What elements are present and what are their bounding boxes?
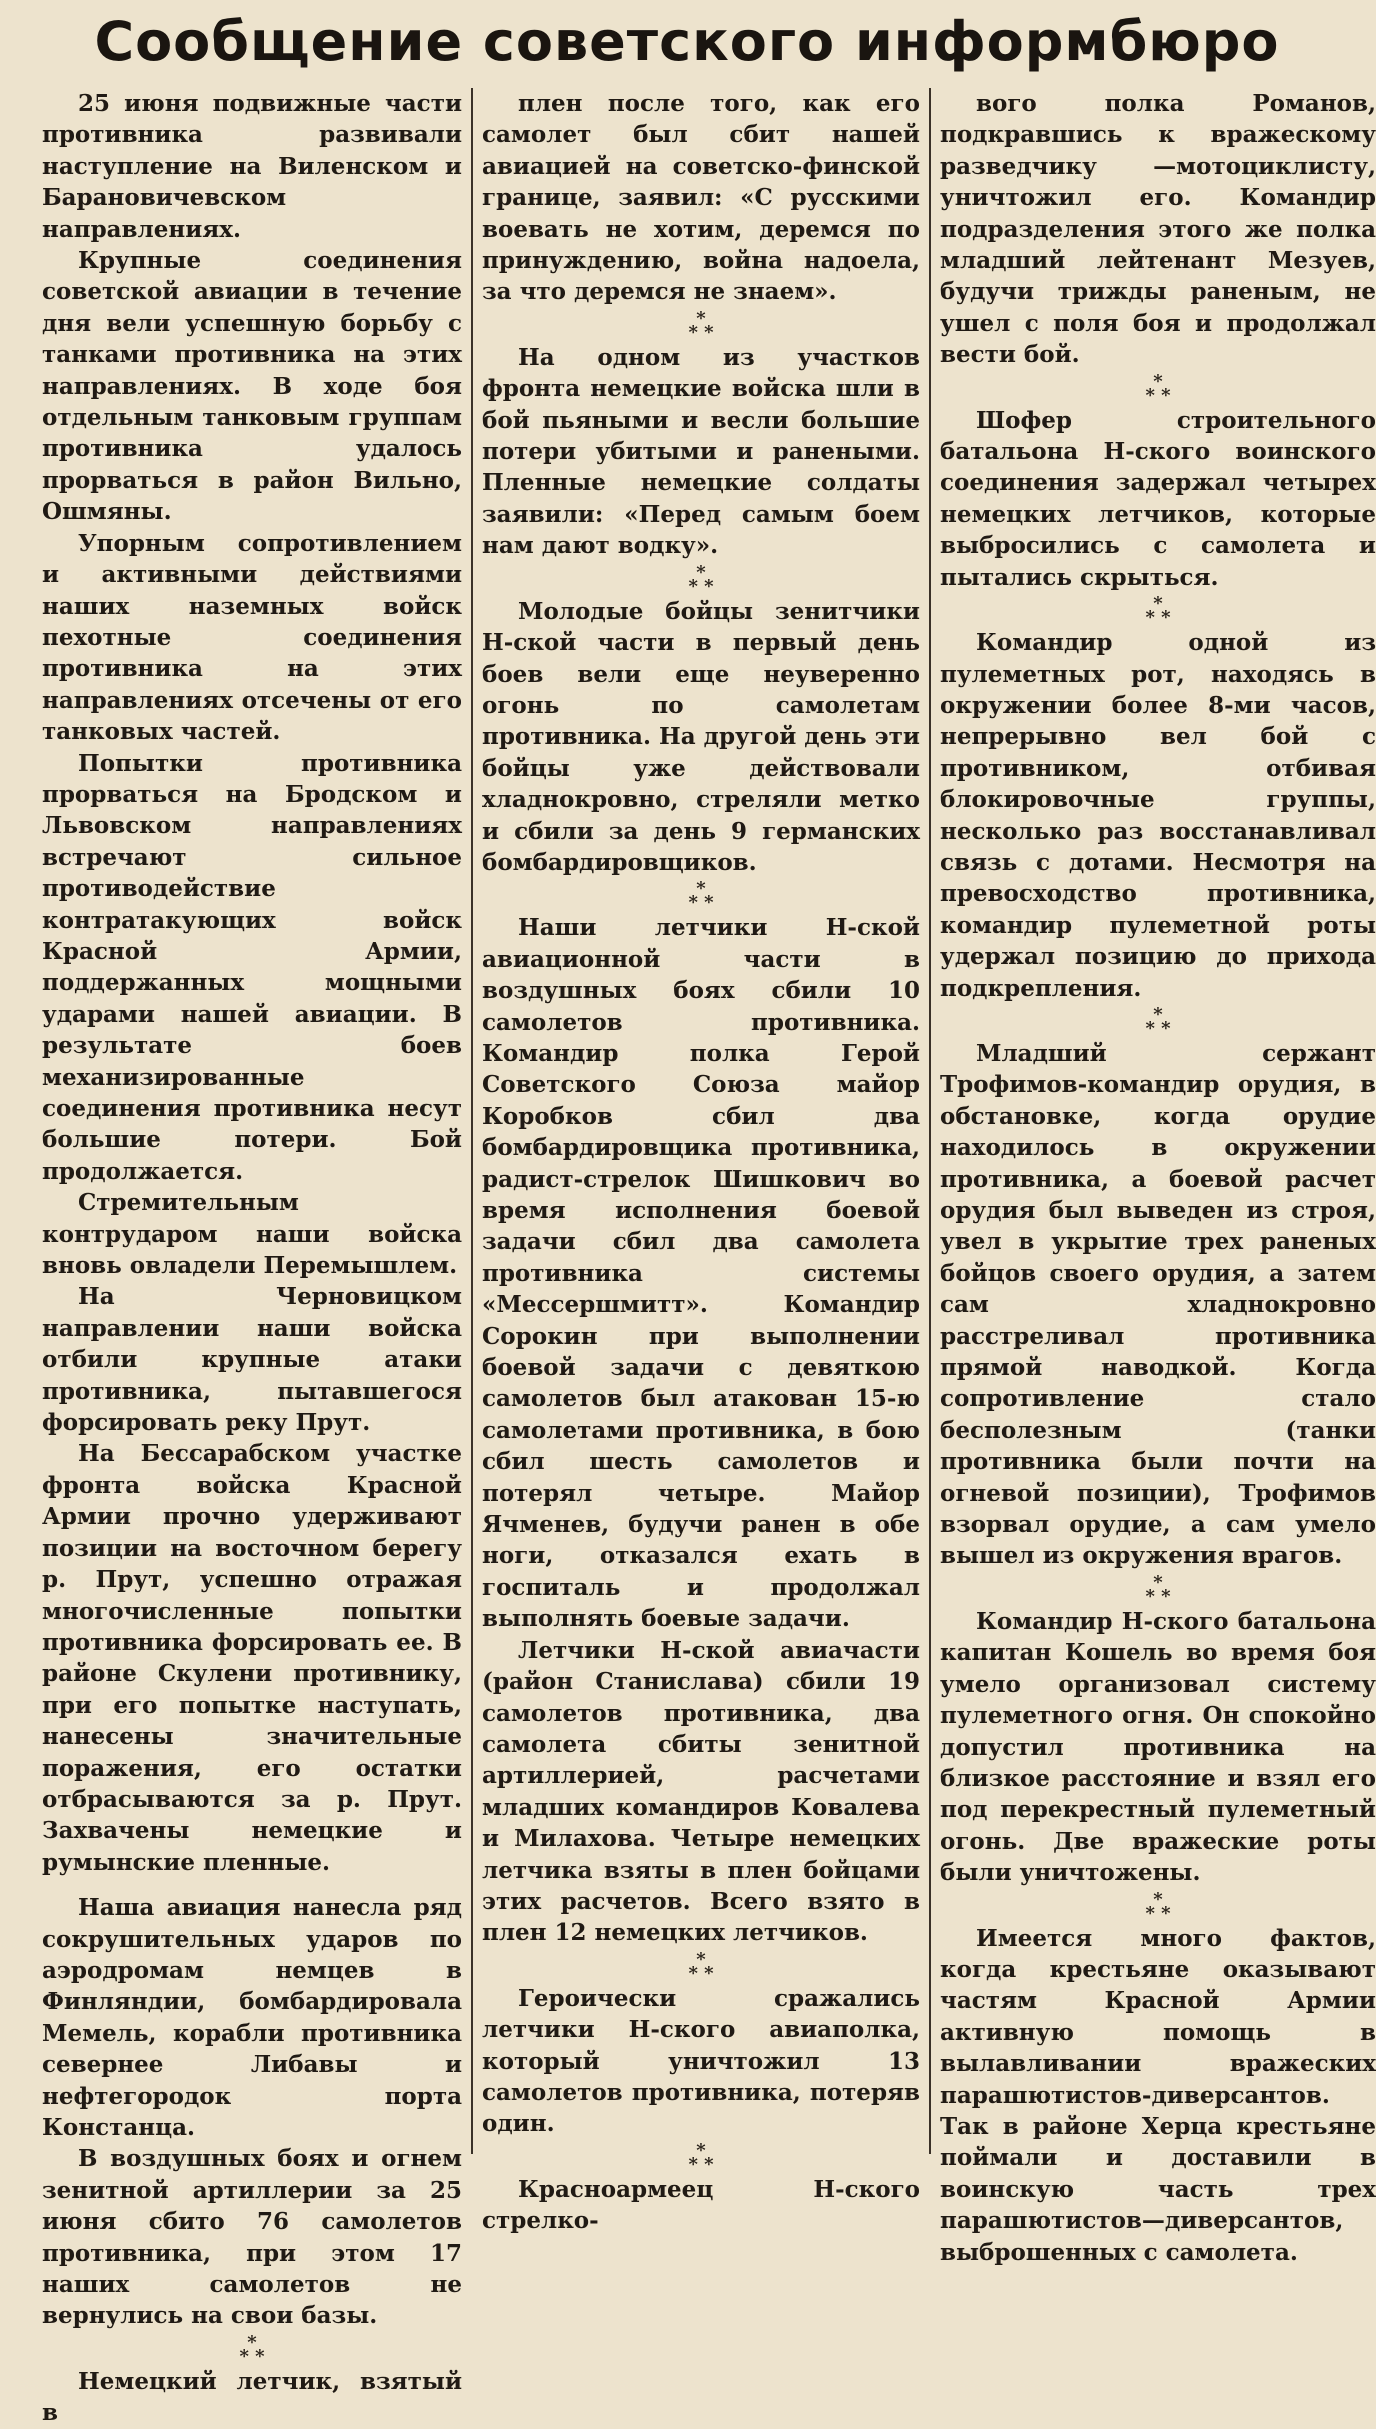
column-3 <box>940 88 1376 2266</box>
headline: Сообщение советского информбюро <box>94 10 1280 73</box>
paragraph: Летчики Н-ской авиачасти (район Станислава) сбили 19 самолетов противника, два самолета сбиты зенитной артиллерией, расчетами младших командиров Ковалева и Милахова. Четыре немецких летчика взяты в плен бойцами этих расчетов. Всего взято в плен 12 немецких летчиков. <box>482 1636 920 1947</box>
asterism-separator: * * * <box>1145 1888 1171 1924</box>
asterism-separator: * * * <box>1145 370 1171 406</box>
column-rule <box>471 88 473 2154</box>
paragraph: Крупные соединения советской авиации в течение дня вели успешную борьбу с танками противника на этих направлениях. В ходе боя отдельным танковым группам противника удалось прорваться в район Вильно, Ошмяны. <box>42 247 462 526</box>
asterism-separator: * * * <box>1145 593 1171 629</box>
asterism-separator: * * * <box>688 2139 714 2175</box>
paragraph: Имеется много фактов, когда крестьяне оказывают частям Красной Армии активную помощь в вылавливании вражеских парашютистов-диверсантов. Так в районе Херца крестьяне поймали и доставили в воинскую часть трех парашютистов—диверсантов, выброшенных с самолета. <box>940 1924 1376 2266</box>
paragraph: вого полка Романов, подкравшись к вражескому разведчику —мотоциклисту, уничтожил его. Командир подразделения этого же полка младший лейтенант Мезуев, будучи трижды раненым, не ушел с поля боя и продолжал вести бой. <box>940 90 1376 369</box>
asterism-separator: * * * <box>239 2331 265 2367</box>
paragraph: Упорным сопротивлением и активными действиями наших наземных войск пехотные соединения противника на этих направлениях отсечены от его танковых частей. <box>42 529 462 746</box>
paragraph: Стремительным контрударом наши войска вновь овладели Перемышлем. <box>42 1189 462 1280</box>
paragraph: Наши летчики Н-ской авиационной части в воздушных боях сбили 10 самолетов противника. Командир полка Герой Советского Союза майор Коробков сбил два бомбардировщика противника, радист-стрелок Шишкович во время исполнения боевой задачи сбил два самолета противника системы «Мессершмитт». Командир Сорокин при выполнении боевой задачи с девяткою самолетов был атакован 15-ю самолетами противника, в бою сбил шесть самолетов и потерял четыре. Майор Ячменев, будучи ранен в обе ноги, отказался ехать в госпиталь и продолжал выполнять боевые задачи. <box>482 914 920 1633</box>
asterism-separator: * * * <box>1145 1571 1171 1607</box>
paragraph: Командир одной из пулеметных рот, находясь в окружении более 8-ми часов, непрерывно вел бой с противником, отбивая блокировочные группы, несколько раз восстанавливал связь с дотами. Несмотря на превосходство противника, командир пулеметной роты удержал позицию до прихода подкрепления. <box>940 629 1376 1002</box>
paragraph: На Черновицком направлении наши войска отбили крупные атаки противника, пытавшегося форсировать реку Прут. <box>42 1283 462 1437</box>
asterism-separator: * * * <box>688 1948 714 1984</box>
paragraph: Молодые бойцы зенитчики Н-ской части в первый день боев вели еще неуверенно огонь по самолетам противника. На другой день эти бойцы уже действовали хладнокровно, стреляли метко и сбили за день 9 германских бомбардировщиков. <box>482 597 920 876</box>
asterism-separator: * * * <box>688 307 714 343</box>
paragraph: 25 июня подвижные части противника развивали наступление на Виленском и Барановичевском направлениях. <box>42 90 462 243</box>
paragraph: Наша авиация нанесла ряд сокрушительных ударов по аэродромам немцев в Финляндии, бомбардировала Мемель, корабли противника севернее Либавы и нефтегородок порта Констанца. <box>42 1894 462 2141</box>
column-2 <box>482 88 920 2235</box>
column-1 <box>42 88 462 2427</box>
paragraph: плен после того, как его самолет был сбит нашей авиацией на советско-финской границе, заявил: «С русскими воевать не хотим, деремся по принуждению, война надоела, за что деремся не знаем». <box>482 90 920 306</box>
paragraph: Попытки противника прорваться на Бродском и Львовском направлениях встречают сильное противодействие контратакующих войск Красной Армии, поддержанных мощными ударами нашей авиации. В результате боев механизированные соединения противника несут большие потери. Бой продолжается. <box>42 749 462 1185</box>
asterism-separator: * * * <box>688 561 714 597</box>
paragraph: Шофер строительного батальона Н-ского воинского соединения задержал четырех немецких летчиков, которые выбросились с самолета и пытались скрыться. <box>940 406 1376 591</box>
paragraph: Командир Н-ского батальона капитан Кошель во время боя умело организовал систему пулеметного огня. Он спокойно допустил противника на близкое расстояние и взял его под перекрестный пулеметный огонь. Две вражеские роты были уничтожены. <box>940 1607 1376 1887</box>
paragraph: Героически сражались летчики Н-ского авиаполка, который уничтожил 13 самолетов противника, потеряв один. <box>482 1984 920 2138</box>
article-columns <box>42 88 1376 2427</box>
paragraph: Младший сержант Трофимов-командир орудия, в обстановке, когда орудие находилось в окружении противника, а боевой расчет орудия был выведен из строя, увел в укрытие трех раненых бойцов своего орудия, а затем сам хладнокровно расстреливал противника прямой наводкой. Когда сопротивление стало бесполезным (танки противника были почти на огневой позиции), Трофимов взорвал орудие, а сам умело вышел из окружения врагов. <box>940 1039 1376 1570</box>
column-rule <box>929 88 931 2154</box>
paragraph: В воздушных боях и огнем зенитной артиллерии за 25 июня сбито 76 самолетов противника, при этом 17 наших самолетов не вернулись на свои базы. <box>42 2145 462 2330</box>
paragraph: На одном из участков фронта немецкие войска шли в бой пьяными и весли большие потери убитыми и рaнеными. Пленные немецкие солдаты заявили: «Перед самым боем нам дают водку». <box>482 343 920 560</box>
asterism-separator: * * * <box>1145 1003 1171 1039</box>
paragraph: На Бессарабском участке фронта войска Красной Армии прочно удерживают позиции на восточном берегу р. Прут, успешно отражая многочисленные попытки противника форсировать ее. В районе Скулени противнику, при его попытке наступать, нанесены значительные поражения, его остатки отбрасываются за р. Прут. Захвачены немецкие и румынские пленные. <box>42 1440 462 1876</box>
asterism-separator: * * * <box>688 878 714 914</box>
paragraph: Красноармеец Н-ского стрелко- <box>482 2175 920 2235</box>
paragraph: Немецкий летчик, взятый в <box>42 2367 462 2427</box>
